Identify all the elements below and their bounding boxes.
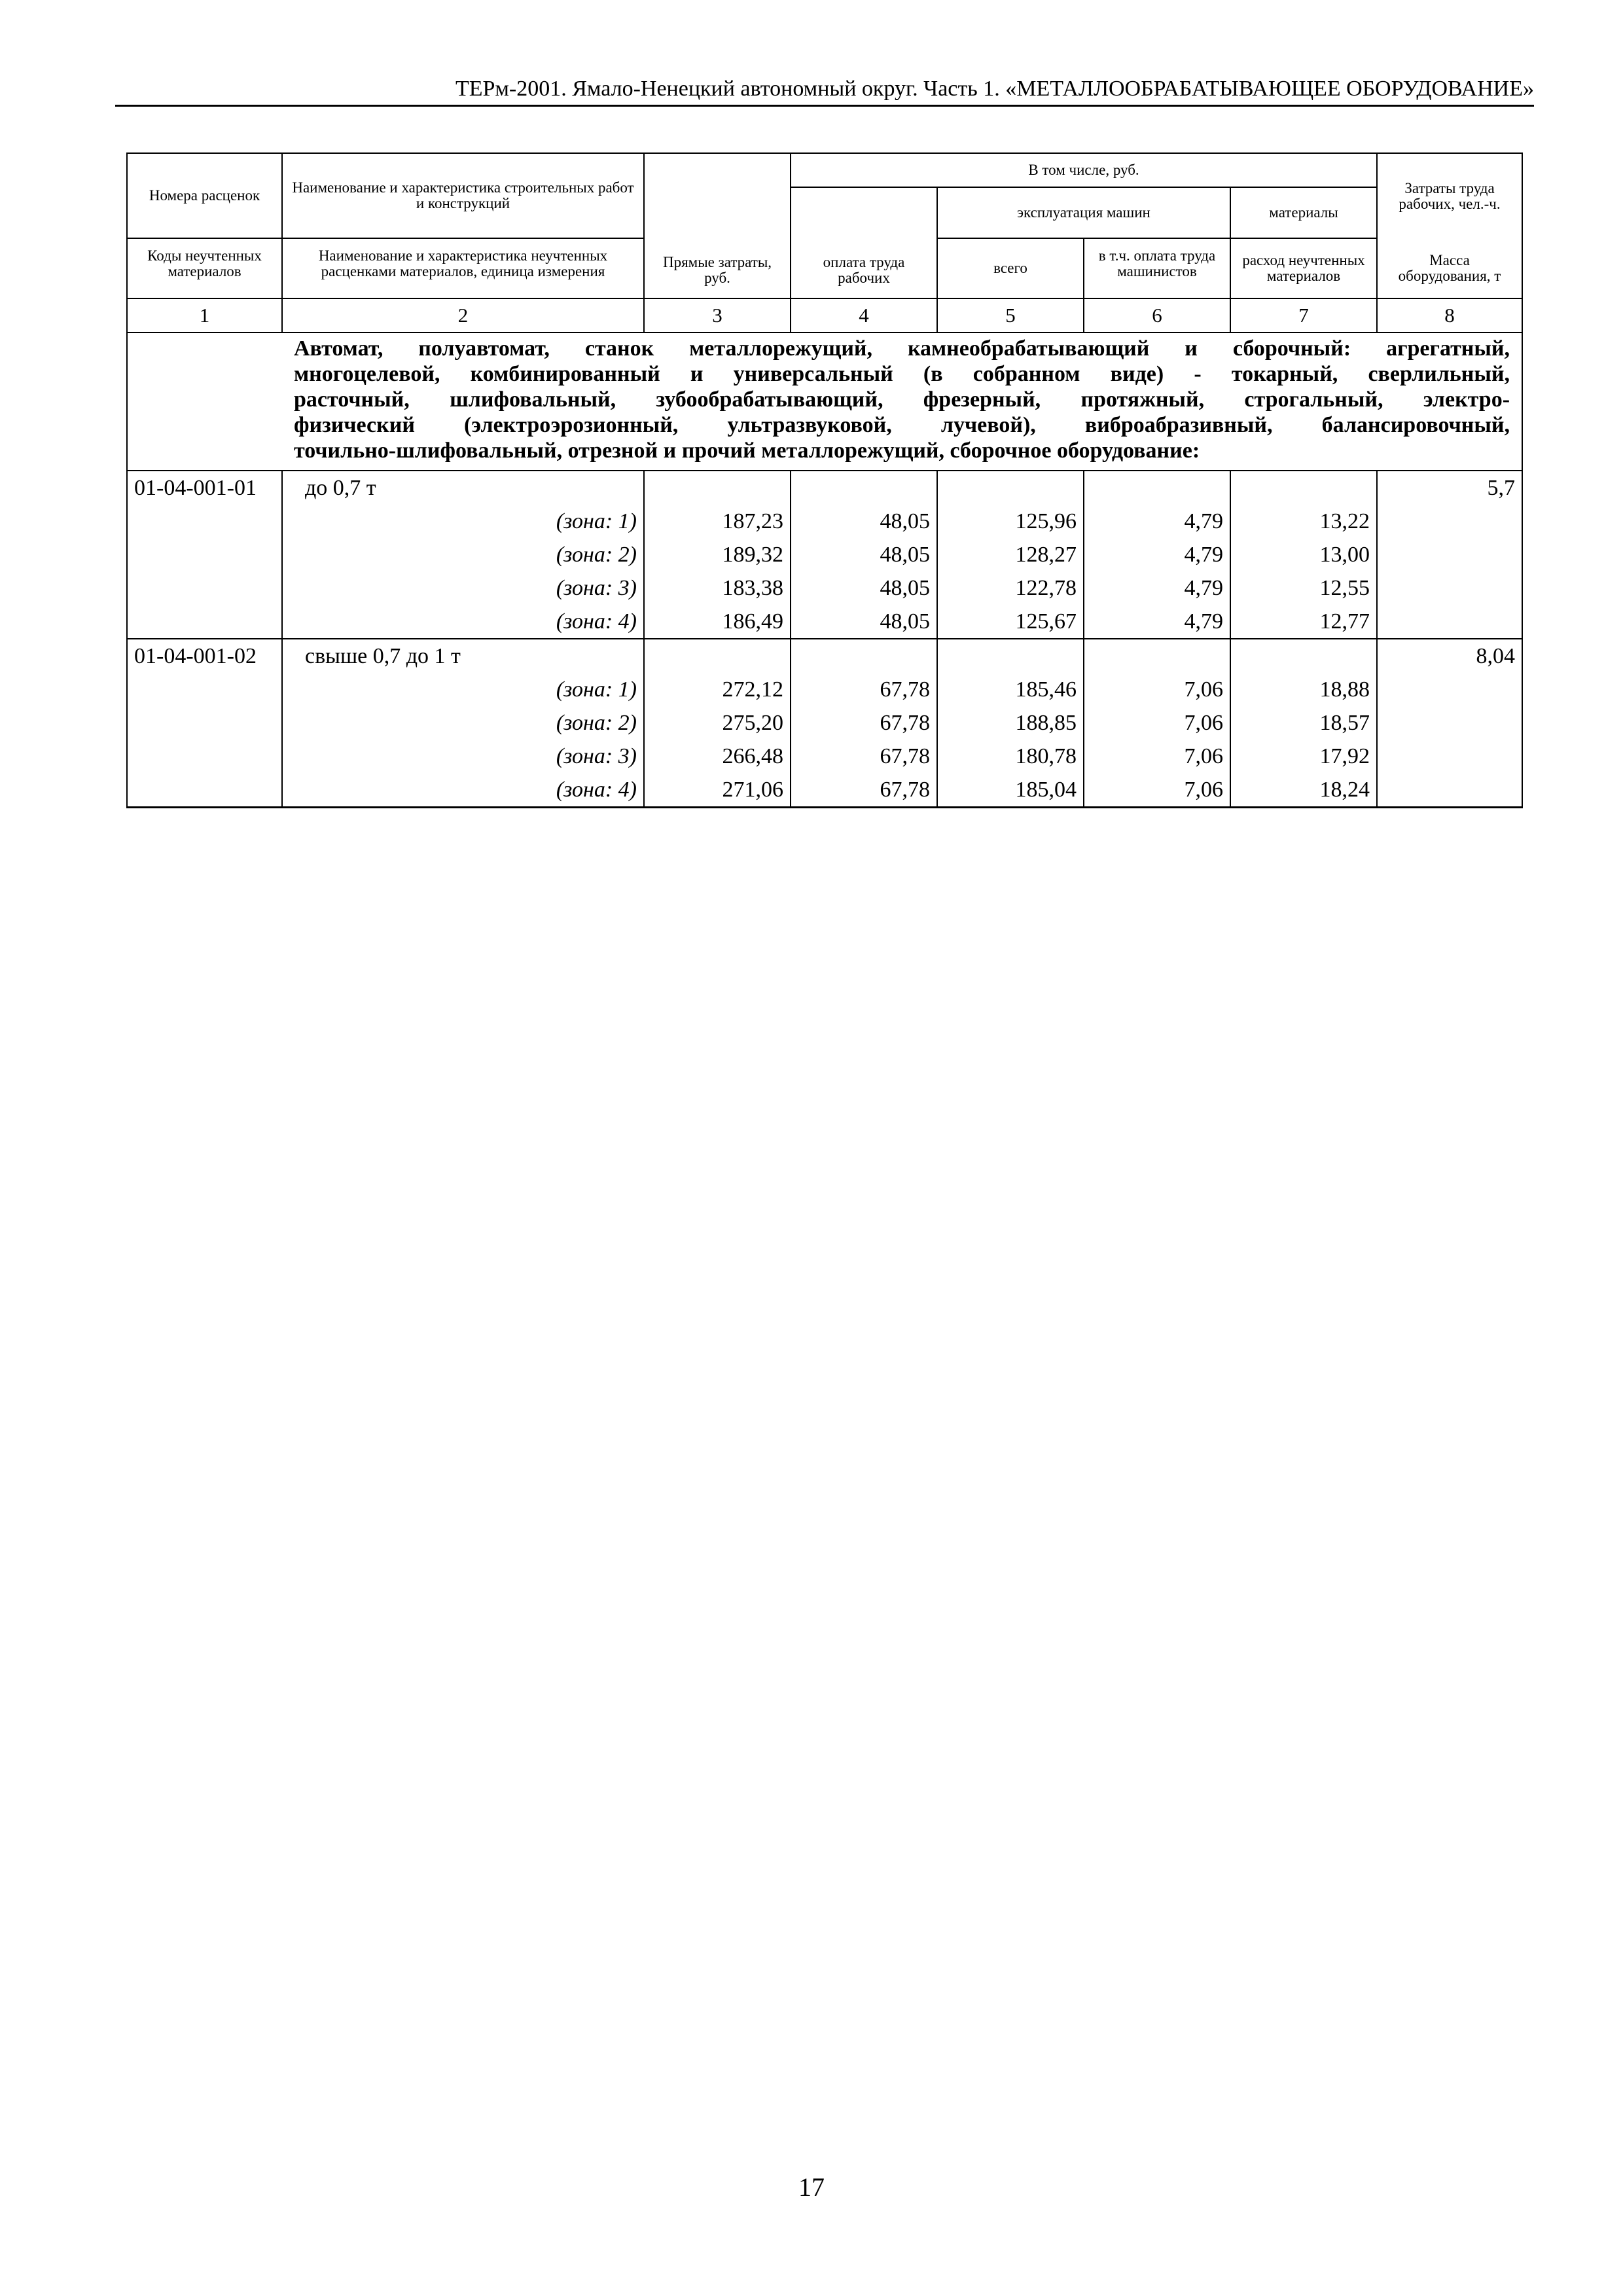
materials-cost: 12,77	[1230, 605, 1377, 639]
column-number: 3	[644, 298, 791, 332]
table-row	[127, 505, 1522, 538]
column-number: 5	[937, 298, 1084, 332]
direct-costs: 187,23	[644, 505, 791, 538]
machinist-pay: 4,79	[1084, 605, 1230, 639]
header-including: В том числе, руб.	[791, 153, 1377, 187]
rate-code: 01-04-001-02	[127, 639, 282, 673]
section-title-line: многоцелевой, комбинированный и универсальный (в собранном виде) - токарный, сверлильный,	[294, 362, 1510, 386]
column-number: 4	[791, 298, 937, 332]
section-title-line: Автомат, полуавтомат, станок металлорежущий, камнеобрабатывающий и сборочный: агрегатный,	[294, 336, 1510, 361]
machines-total: 185,04	[937, 773, 1084, 808]
worker-pay: 48,05	[791, 571, 937, 605]
table-row	[127, 639, 1522, 673]
running-header	[115, 76, 1534, 107]
section-title-line: физический (электроэрозионный, ультразвуковой, лучевой), виброабразивный, балансировочный,	[294, 413, 1510, 437]
rates-table	[126, 152, 1523, 808]
machines-total: 188,85	[937, 706, 1084, 740]
machines-total: 185,46	[937, 673, 1084, 706]
table-row	[127, 673, 1522, 706]
machines-total: 180,78	[937, 740, 1084, 773]
zone-label: (зона: 2)	[282, 538, 644, 571]
header-equipment-mass: Масса оборудования, т	[1377, 238, 1522, 298]
direct-costs: 189,32	[644, 538, 791, 571]
machinist-pay: 4,79	[1084, 571, 1230, 605]
machinist-pay: 7,06	[1084, 773, 1230, 808]
header-labor-costs: Затраты труда рабочих, чел.-ч.	[1377, 153, 1522, 238]
rate-code: 01-04-001-01	[127, 471, 282, 505]
machines-total: 125,67	[937, 605, 1084, 639]
worker-pay: 48,05	[791, 605, 937, 639]
zone-label: (зона: 1)	[282, 673, 644, 706]
machinist-pay: 7,06	[1084, 740, 1230, 773]
direct-costs: 266,48	[644, 740, 791, 773]
zone-label: (зона: 4)	[282, 605, 644, 639]
header-worker-pay: оплата труда рабочих	[791, 187, 937, 298]
equipment-mass: 8,04	[1377, 639, 1522, 673]
section-title-line: точильно-шлифовальный, отрезной и прочий металлорежущий, сборочное оборудование:	[294, 439, 1200, 463]
worker-pay: 67,78	[791, 740, 937, 773]
column-number: 8	[1377, 298, 1522, 332]
column-number: 6	[1084, 298, 1230, 332]
materials-cost: 18,88	[1230, 673, 1377, 706]
header-direct-costs: Прямые затраты, руб.	[644, 153, 791, 298]
direct-costs: 272,12	[644, 673, 791, 706]
table-row	[127, 740, 1522, 773]
page-number: 17	[798, 2172, 825, 2202]
equipment-mass: 5,7	[1377, 471, 1522, 505]
materials-cost: 18,57	[1230, 706, 1377, 740]
worker-pay: 48,05	[791, 505, 937, 538]
machinist-pay: 4,79	[1084, 505, 1230, 538]
header-machinist-pay: в т.ч. оплата труда машинистов	[1084, 238, 1230, 298]
section-title-row	[127, 332, 1522, 471]
table-row	[127, 571, 1522, 605]
table-row	[127, 538, 1522, 571]
direct-costs: 183,38	[644, 571, 791, 605]
materials-cost: 18,24	[1230, 773, 1377, 808]
column-number: 2	[282, 298, 644, 332]
materials-cost: 17,92	[1230, 740, 1377, 773]
materials-cost: 13,22	[1230, 505, 1377, 538]
table-row	[127, 773, 1522, 808]
rate-name: до 0,7 т	[282, 471, 644, 505]
header-work-name: Наименование и характеристика строительных работ и конструкций	[282, 153, 644, 238]
materials-cost: 12,55	[1230, 571, 1377, 605]
direct-costs: 271,06	[644, 773, 791, 808]
direct-costs: 186,49	[644, 605, 791, 639]
zone-label: (зона: 3)	[282, 740, 644, 773]
table-header	[127, 153, 1522, 332]
section-title-line: расточный, шлифовальный, зубообрабатывающий, фрезерный, протяжный, строгальный, электро-	[294, 387, 1510, 412]
header-rate-numbers: Номера расценок	[127, 153, 282, 238]
table-body	[127, 332, 1522, 808]
machines-total: 128,27	[937, 538, 1084, 571]
materials-cost: 13,00	[1230, 538, 1377, 571]
rate-name: свыше 0,7 до 1 т	[282, 639, 644, 673]
table-row	[127, 706, 1522, 740]
column-numbers-row	[127, 298, 1522, 332]
column-number: 7	[1230, 298, 1377, 332]
zone-label: (зона: 3)	[282, 571, 644, 605]
machinist-pay: 4,79	[1084, 538, 1230, 571]
section-title	[282, 332, 1522, 471]
machines-total: 125,96	[937, 505, 1084, 538]
worker-pay: 67,78	[791, 773, 937, 808]
header-machines-total: всего	[937, 238, 1084, 298]
worker-pay: 67,78	[791, 673, 937, 706]
machinist-pay: 7,06	[1084, 706, 1230, 740]
worker-pay: 48,05	[791, 538, 937, 571]
direct-costs: 275,20	[644, 706, 791, 740]
machinist-pay: 7,06	[1084, 673, 1230, 706]
header-machine-operation: эксплуатация машин	[937, 187, 1230, 238]
machines-total: 122,78	[937, 571, 1084, 605]
worker-pay: 67,78	[791, 706, 937, 740]
zone-label: (зона: 1)	[282, 505, 644, 538]
header-material-consumption: расход неучтенных материалов	[1230, 238, 1377, 298]
header-material-codes: Коды неучтенных материалов	[127, 238, 282, 298]
header-material-name: Наименование и характеристика неучтенных расценками материалов, единица измерения	[282, 238, 644, 298]
zone-label: (зона: 4)	[282, 773, 644, 808]
running-title: ТЕРм-2001. Ямало-Ненецкий автономный округ. Часть 1. «МЕТАЛЛООБРАБАТЫВАЮЩЕЕ ОБОРУДОВАНИЕ»	[455, 77, 1534, 101]
table-row	[127, 605, 1522, 639]
column-number: 1	[127, 298, 282, 332]
zone-label: (зона: 2)	[282, 706, 644, 740]
table-row	[127, 471, 1522, 505]
header-materials: материалы	[1230, 187, 1377, 238]
